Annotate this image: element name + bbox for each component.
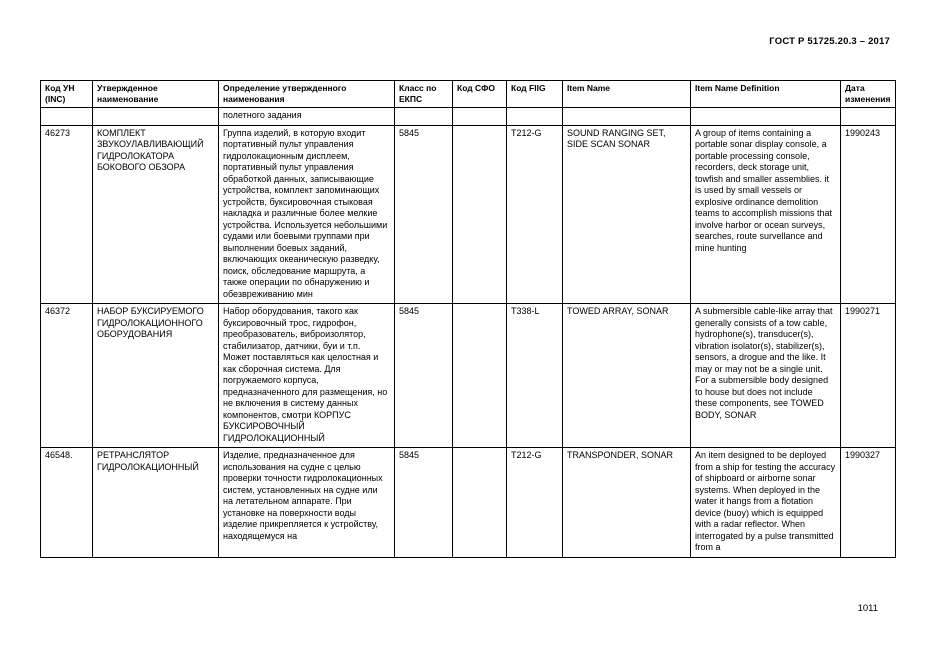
cell-item-name-definition	[691, 108, 841, 126]
cell-inc	[41, 108, 93, 126]
cell-change-date: 1990327	[841, 448, 896, 558]
cell-fiig-code: T212-G	[507, 448, 563, 558]
cell-item-name: SOUND RANGING SET, SIDE SCAN SONAR	[563, 125, 691, 304]
cell-name-ru	[93, 108, 219, 126]
col-header-item-name-definition: Item Name Definition	[691, 81, 841, 108]
cell-name-ru: НАБОР БУКСИРУЕМОГО ГИДРОЛОКАЦИОННОГО ОБОРУДОВАНИЯ	[93, 304, 219, 448]
col-header-inc: Код УН (INC)	[41, 81, 93, 108]
header-row	[41, 81, 896, 108]
cell-definition-ru: полетного задания	[219, 108, 395, 126]
data-table	[40, 80, 896, 558]
cell-definition-ru: Изделие, предназначенное для использования на судне с целью проверки точности гидролокационных систем, установленных на судне или на летательном аппарате. При установке на поверхности воды изделие прикрепляется к устройству, находящемуся на	[219, 448, 395, 558]
cell-sfo-code	[453, 448, 507, 558]
cell-item-name: TRANSPONDER, SONAR	[563, 448, 691, 558]
col-header-definition-ru: Определение утвержденного наименования	[219, 81, 395, 108]
cell-name-ru: КОМПЛЕКТ ЗВУКОУЛАВЛИВАЮЩИЙ ГИДРОЛОКАТОРА БОКОВОГО ОБЗОРА	[93, 125, 219, 304]
table-row	[41, 448, 896, 558]
cell-inc: 46548.	[41, 448, 93, 558]
continuation-row	[41, 108, 896, 126]
table-row	[41, 304, 896, 448]
cell-ekps-class: 5845	[395, 304, 453, 448]
cell-ekps-class	[395, 108, 453, 126]
cell-item-name-definition: A group of items containing a portable sonar display console, a portable processing console, recorders, deck storage unit, towfish and smaller assemblies. it is used by small vessels or explosive ordinance demolition teams to accomplish missions that involve harbor or ocean surveys, searches, route survellance and mine hunting	[691, 125, 841, 304]
cell-name-ru: РЕТРАНСЛЯТОР ГИДРОЛОКАЦИОННЫЙ	[93, 448, 219, 558]
col-header-change-date: Дата изменения	[841, 81, 896, 108]
col-header-item-name: Item Name	[563, 81, 691, 108]
table-row	[41, 125, 896, 304]
cell-definition-ru: Группа изделий, в которую входит портативный пульт управления гидролокационным дисплеем, портативный пульт управления обработкой данных, записывающие устройства, комплект запоминающих устройств, буксировочная стыковая накладка и различные более мелкие устройства. Используется небольшими судами или боевыми группами при выполнении боевых заданий, включающих океаническую разведку, поиск, обследование маршрута, а также операции по обнаружению и обезвреживанию мин	[219, 125, 395, 304]
cell-sfo-code	[453, 108, 507, 126]
cell-ekps-class: 5845	[395, 125, 453, 304]
col-header-fiig-code: Код FIIG	[507, 81, 563, 108]
cell-inc: 46372	[41, 304, 93, 448]
cell-inc: 46273	[41, 125, 93, 304]
cell-sfo-code	[453, 304, 507, 448]
cell-definition-ru: Набор оборудования, такого как буксировочный трос, гидрофон, преобразователь, виброизолятор, стабилизатор, датчики, буи и т.п. Может поставляться как целостная и как сборочная система. Для погружаемого корпуса, предназначенного для размещения, но не включения в систему данных компонентов, смотри КОРПУС БУКСИРОВОЧНЫЙ ГИДРОЛОКАЦИОННЫЙ	[219, 304, 395, 448]
cell-item-name-definition: An item designed to be deployed from a ship for testing the accuracy of shipboard or airborne sonar systems. When deployed in the water it hangs from a flotation device (buoy) which is equipped with a radar reflector. When interrogated by a pulse transmitted from a	[691, 448, 841, 558]
cell-sfo-code	[453, 125, 507, 304]
cell-ekps-class: 5845	[395, 448, 453, 558]
cell-change-date: 1990243	[841, 125, 896, 304]
cell-item-name-definition: A submersible cable-like array that generally consists of a tow cable, hydrophone(s), transducer(s), vibration isolator(s), stabilizer(s), sensors, a drogue and the like. It may or may not be a single unit. For a submersible body designed to house but does not include these components, see TOWED BODY, SONAR	[691, 304, 841, 448]
col-header-name-ru: Утвержденное наименование	[93, 81, 219, 108]
cell-fiig-code	[507, 108, 563, 126]
cell-item-name	[563, 108, 691, 126]
cell-item-name: TOWED ARRAY, SONAR	[563, 304, 691, 448]
cell-change-date	[841, 108, 896, 126]
cell-fiig-code: T338-L	[507, 304, 563, 448]
col-header-sfo-code: Код СФО	[453, 81, 507, 108]
page-number: 1011	[857, 603, 878, 614]
cell-change-date: 1990271	[841, 304, 896, 448]
doc-header: ГОСТ Р 51725.20.3 – 2017	[769, 36, 890, 47]
col-header-ekps-class: Класс по ЕКПС	[395, 81, 453, 108]
cell-fiig-code: T212-G	[507, 125, 563, 304]
